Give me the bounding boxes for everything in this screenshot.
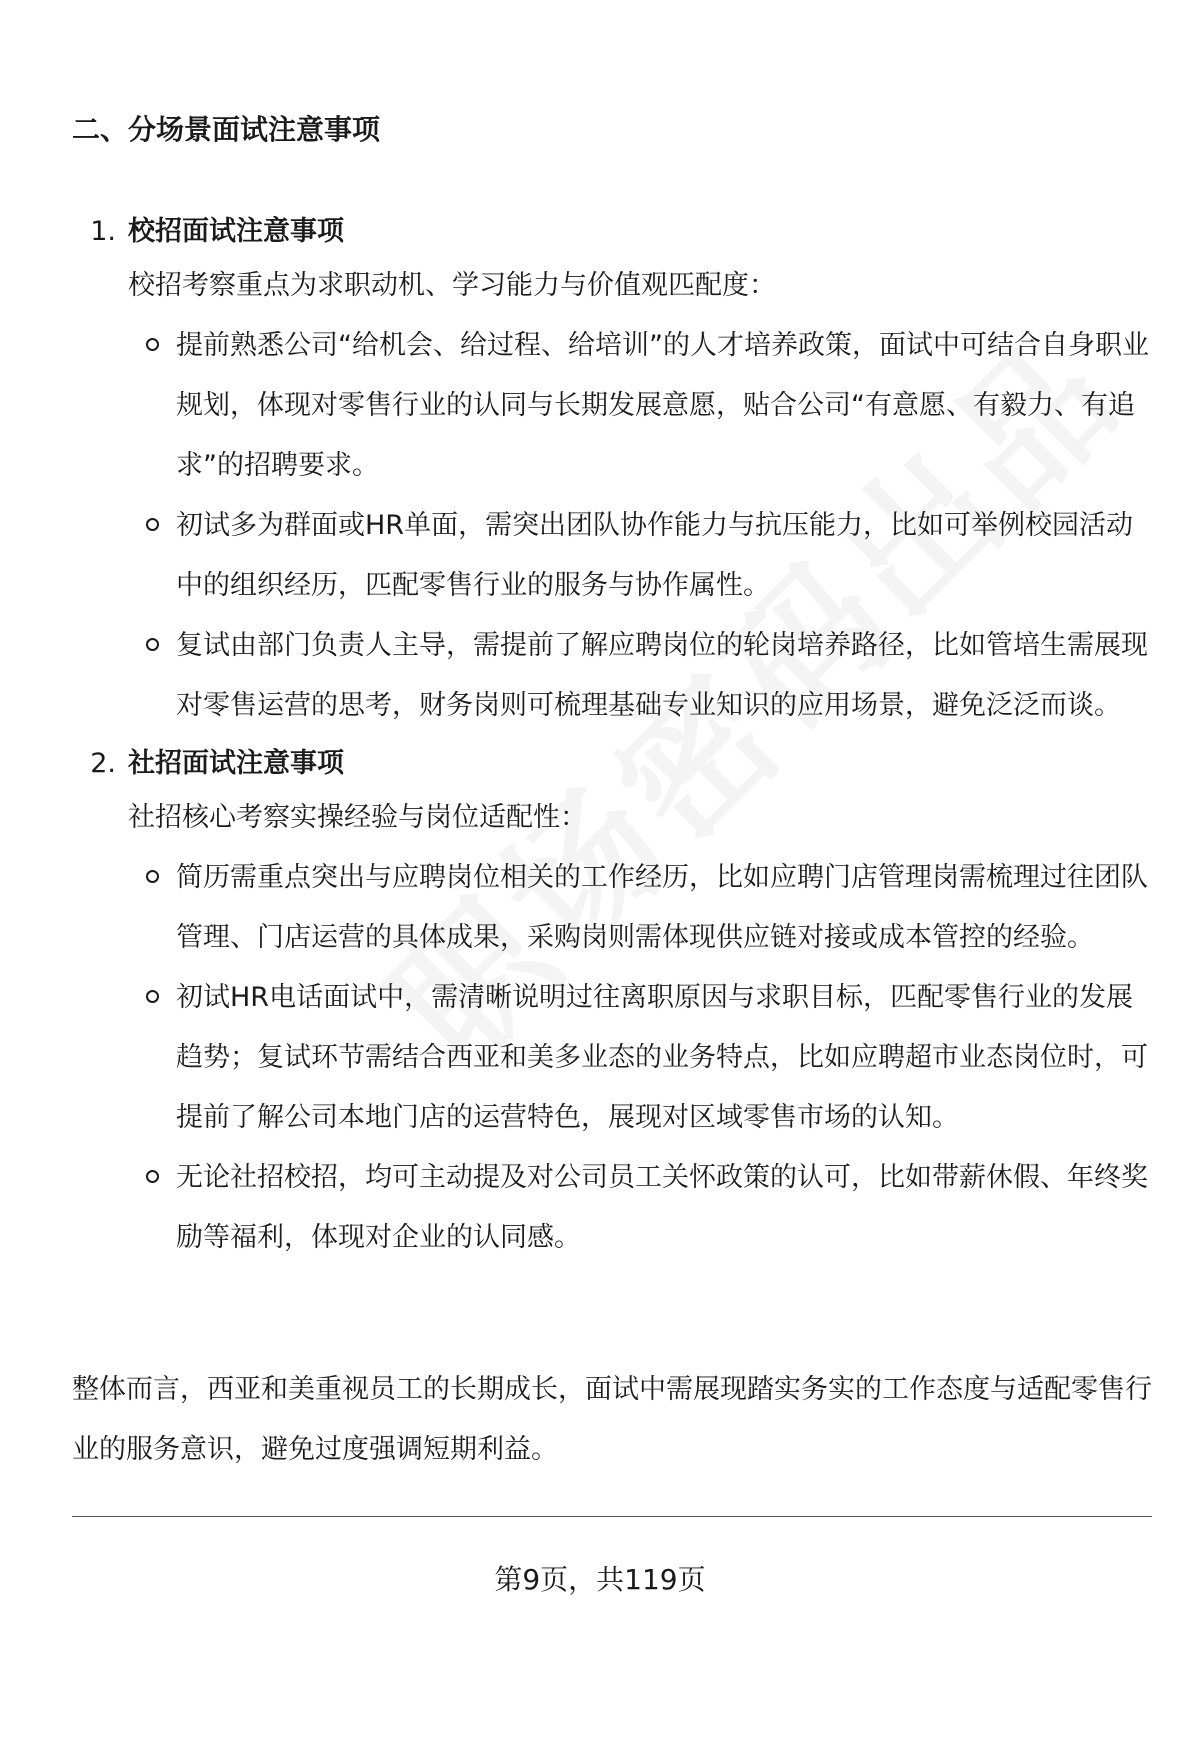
content-body bbox=[72, 208, 1152, 1268]
section-title: 二、分场景面试注意事项 bbox=[72, 113, 381, 146]
hollow-bullet-icon bbox=[146, 638, 159, 651]
list-item-text: 复试由部门负责人主导，需提前了解应聘岗位的轮岗培养路径，比如管培生需展现对零售运营的思考，财务岗则可梳理基础专业知识的应用场景，避免泛泛而谈。 bbox=[176, 630, 1148, 721]
item-title: 社招面试注意事项 bbox=[128, 748, 344, 779]
bullet-list bbox=[72, 848, 1152, 1268]
item-intro: 社招核心考察实操经验与岗位适配性： bbox=[128, 802, 587, 833]
page-number: 第9页，共119页 bbox=[494, 1563, 706, 1596]
item-heading bbox=[72, 740, 1152, 788]
list-item bbox=[176, 1148, 1152, 1268]
list-item-text: 简历需重点突出与应聘岗位相关的工作经历，比如应聘门店管理岗需梳理过往团队管理、门店运营的具体成果，采购岗则需体现供应链对接或成本管控的经验。 bbox=[176, 862, 1148, 953]
list-item bbox=[176, 496, 1152, 616]
footer-divider bbox=[72, 1516, 1152, 1517]
list-item bbox=[176, 316, 1152, 496]
hollow-bullet-icon bbox=[146, 518, 159, 531]
list-item bbox=[176, 968, 1152, 1148]
item-campus-recruitment bbox=[72, 208, 1152, 736]
item-number: 1. bbox=[90, 216, 116, 247]
item-intro: 校招考察重点为求职动机、学习能力与价值观匹配度： bbox=[128, 270, 776, 301]
bullet-list bbox=[72, 316, 1152, 736]
item-title: 校招面试注意事项 bbox=[128, 216, 344, 247]
list-item-text: 初试多为群面或HR单面，需突出团队协作能力与抗压能力，比如可举例校园活动中的组织经历，匹配零售行业的服务与协作属性。 bbox=[176, 510, 1134, 601]
list-item bbox=[176, 848, 1152, 968]
list-item bbox=[176, 616, 1152, 736]
hollow-bullet-icon bbox=[146, 1170, 159, 1183]
item-number: 2. bbox=[90, 748, 116, 779]
list-item-text: 无论社招校招，均可主动提及对公司员工关怀政策的认可，比如带薪休假、年终奖励等福利，体现对企业的认同感。 bbox=[176, 1162, 1148, 1253]
item-social-recruitment bbox=[72, 740, 1152, 1268]
list-item-text: 初试HR电话面试中，需清晰说明过往离职原因与求职目标，匹配零售行业的发展趋势；复试环节需结合西亚和美多业态的业务特点，比如应聘超市业态岗位时，可提前了解公司本地门店的运营特色，展现对区域零售市场的认知。 bbox=[176, 982, 1148, 1133]
hollow-bullet-icon bbox=[146, 870, 159, 883]
list-item-text: 提前熟悉公司“给机会、给过程、给培训”的人才培养政策，面试中可结合自身职业规划，体现对零售行业的认同与长期发展意愿，贴合公司“有意愿、有毅力、有追求”的招聘要求。 bbox=[176, 330, 1149, 481]
hollow-bullet-icon bbox=[146, 990, 159, 1003]
item-heading bbox=[72, 208, 1152, 256]
summary-paragraph: 整体而言，西亚和美重视员工的长期成长，面试中需展现踏实务实的工作态度与适配零售行业的服务意识，避免过度强调短期利益。 bbox=[72, 1374, 1152, 1465]
hollow-bullet-icon bbox=[146, 338, 159, 351]
